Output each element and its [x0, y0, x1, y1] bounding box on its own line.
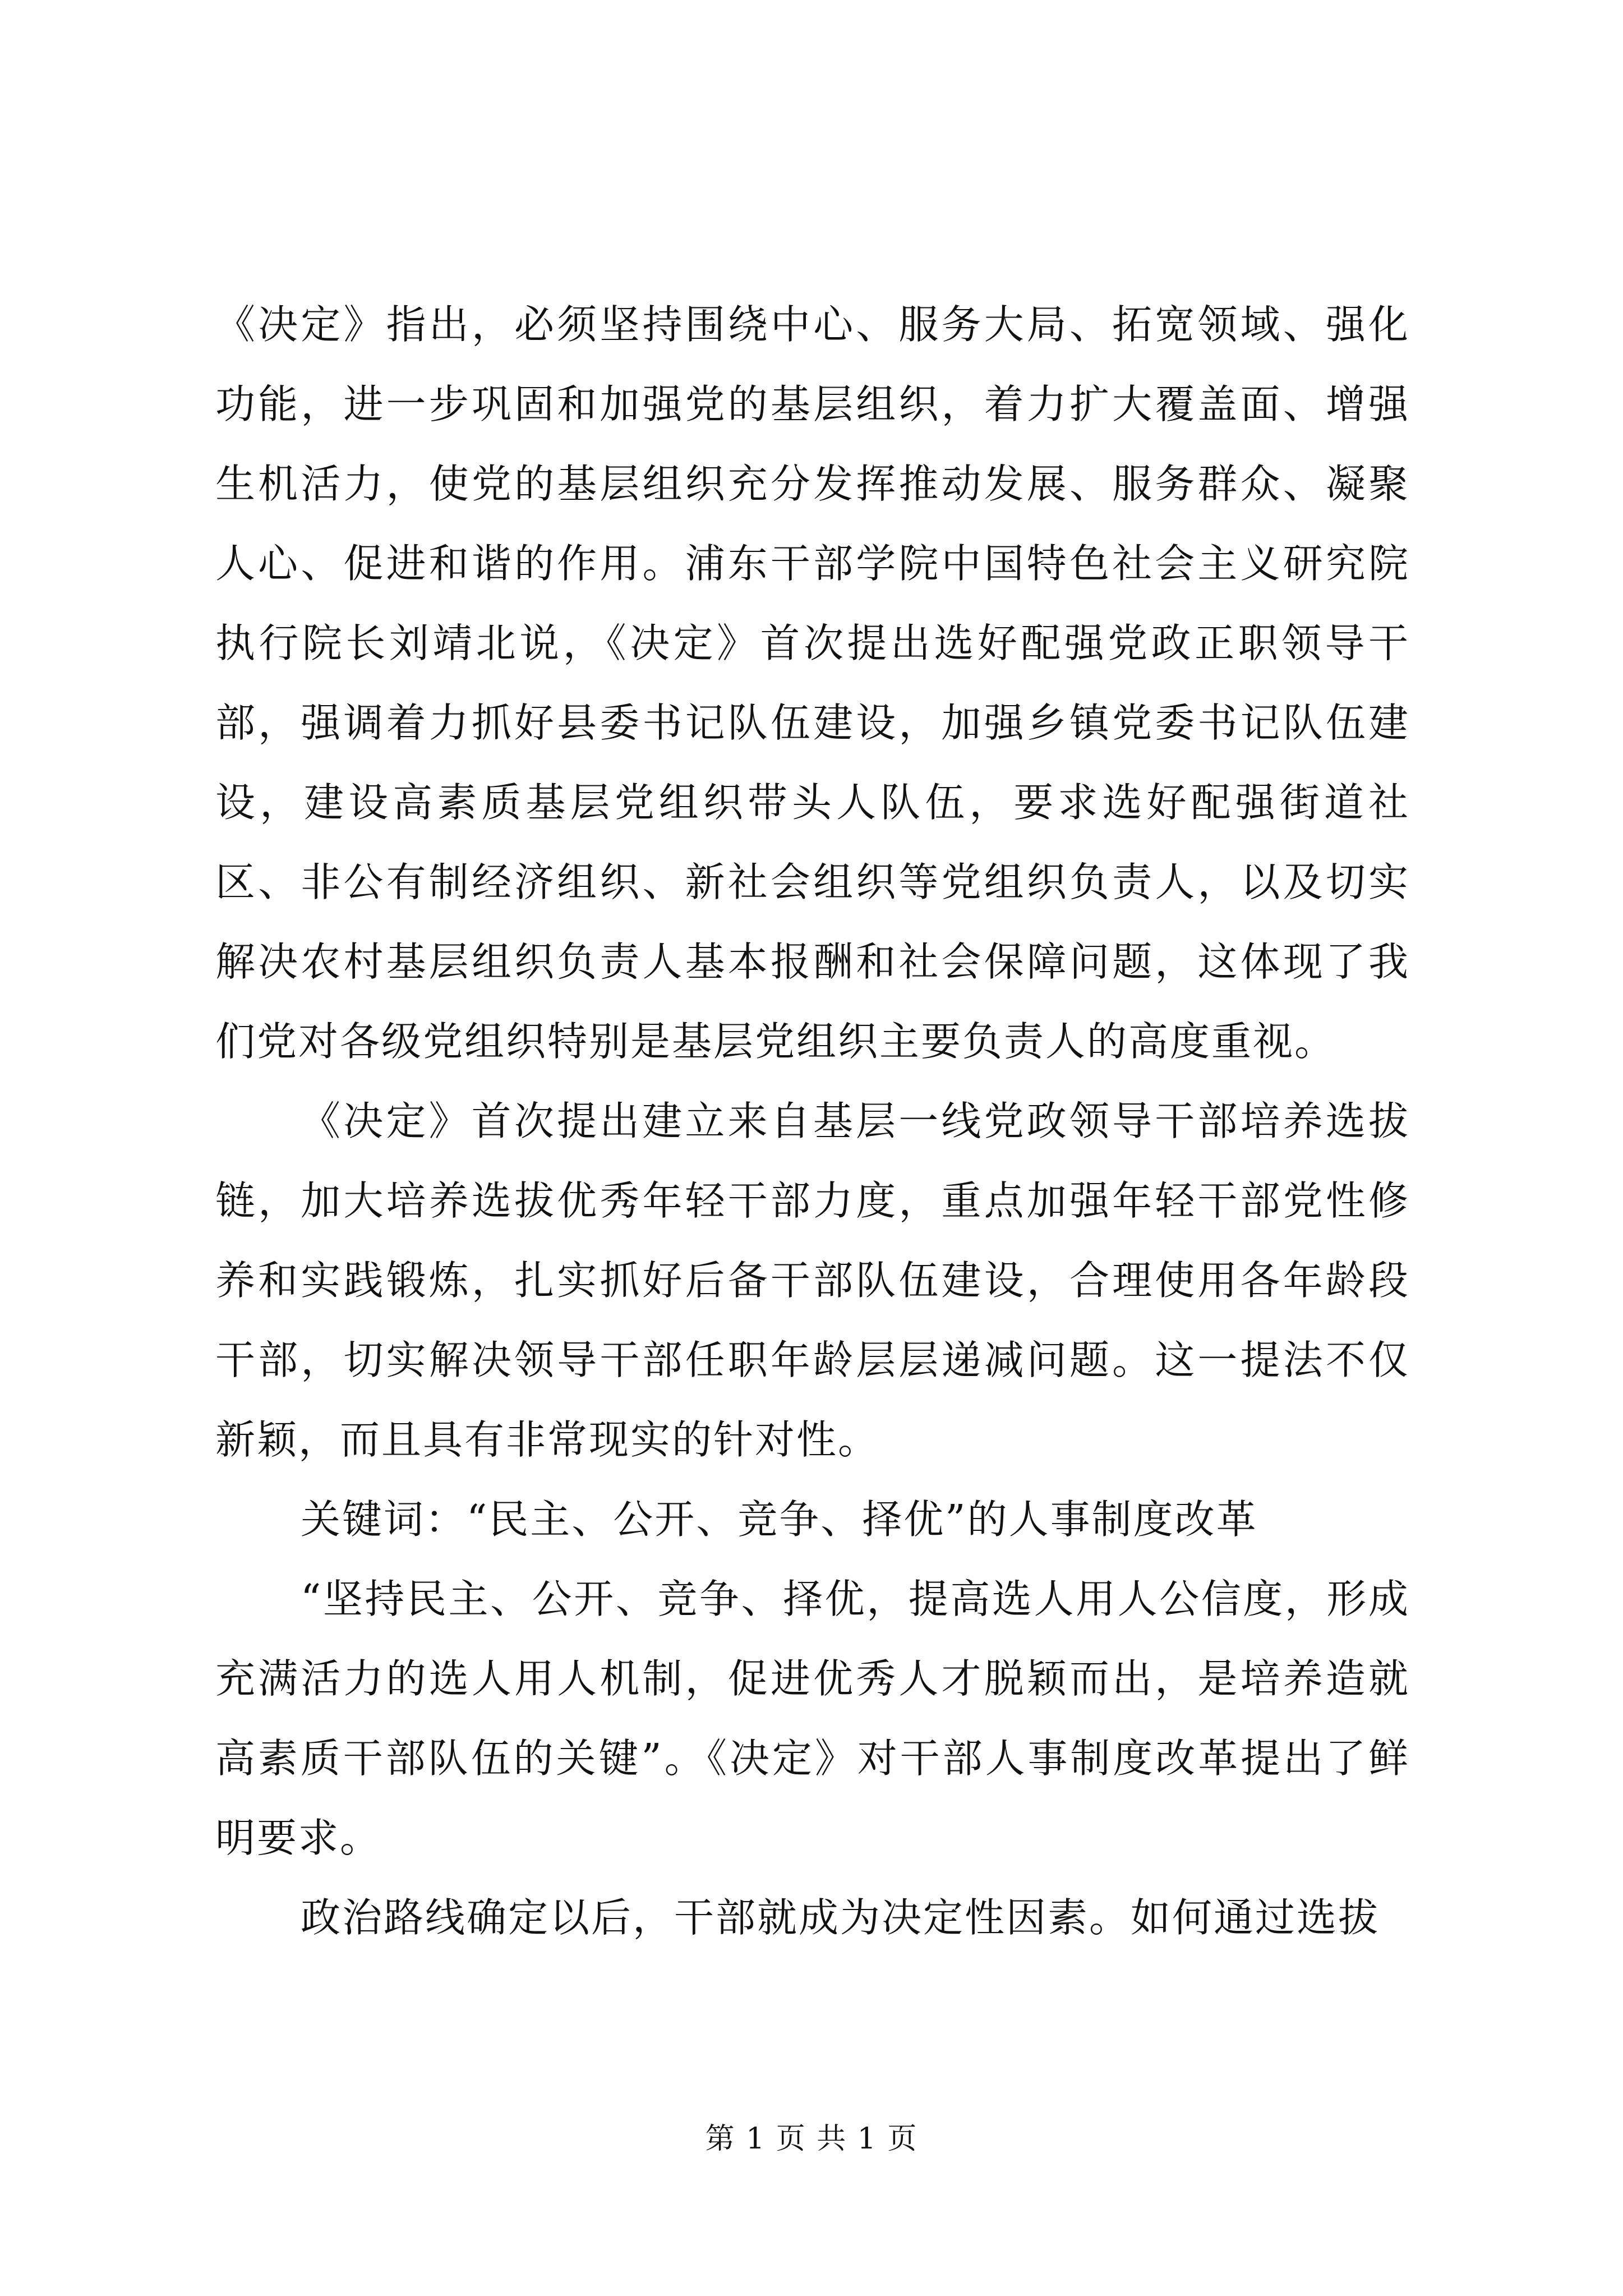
page-footer: 第 1 页 共 1 页: [705, 2122, 918, 2156]
paragraph-political-line: 政治路线确定以后，干部就成为决定性因素。如何通过选拔: [301, 1894, 1380, 1941]
document-body: [215, 285, 1410, 1958]
paragraph-keyword-heading: 关键词：“民主、公开、竞争、择优”的人事制度改革: [301, 1496, 1258, 1543]
paragraph-cadre-selection-chain: 《决定》首次提出建立来自基层一线党政领导干部培养选拔链，加大培养选拔优秀年轻干部力度，重点加强年轻干部党性修养和实践锻炼，扎实抓好后备干部队伍建设，合理使用各年龄段干部，切实解决领导干部任职年龄层层递减问题。这一提法不仅新颖，而且具有非常现实的针对性。: [215, 1098, 1410, 1463]
paragraph-decision-grassroots: 《决定》指出，必须坚持围绕中心、服务大局、拓宽领域、强化功能，进一步巩固和加强党的基层组织，着力扩大覆盖面、增强生机活力，使党的基层组织充分发挥推动发展、服务群众、凝聚人心、促进和谐的作用。浦东干部学院中国特色社会主义研究院执行院长刘靖北说，《决定》首次提出选好配强党政正职领导干部，强调着力抓好县委书记队伍建设，加强乡镇党委书记队伍建设，建设高素质基层党组织带头人队伍，要求选好配强街道社区、非公有制经济组织、新社会组织等党组织负责人，以及切实解决农村基层组织负责人基本报酬和社会保障问题，这体现了我们党对各级党组织特别是基层党组织主要负责人的高度重视。: [215, 301, 1410, 1065]
paragraph-personnel-reform: “坚持民主、公开、竞争、择优，提高选人用人公信度，形成充满活力的选人用人机制，促进优秀人才脱颖而出，是培养造就高素质干部队伍的关键”。《决定》对干部人事制度改革提出了鲜明要求。: [215, 1576, 1410, 1861]
